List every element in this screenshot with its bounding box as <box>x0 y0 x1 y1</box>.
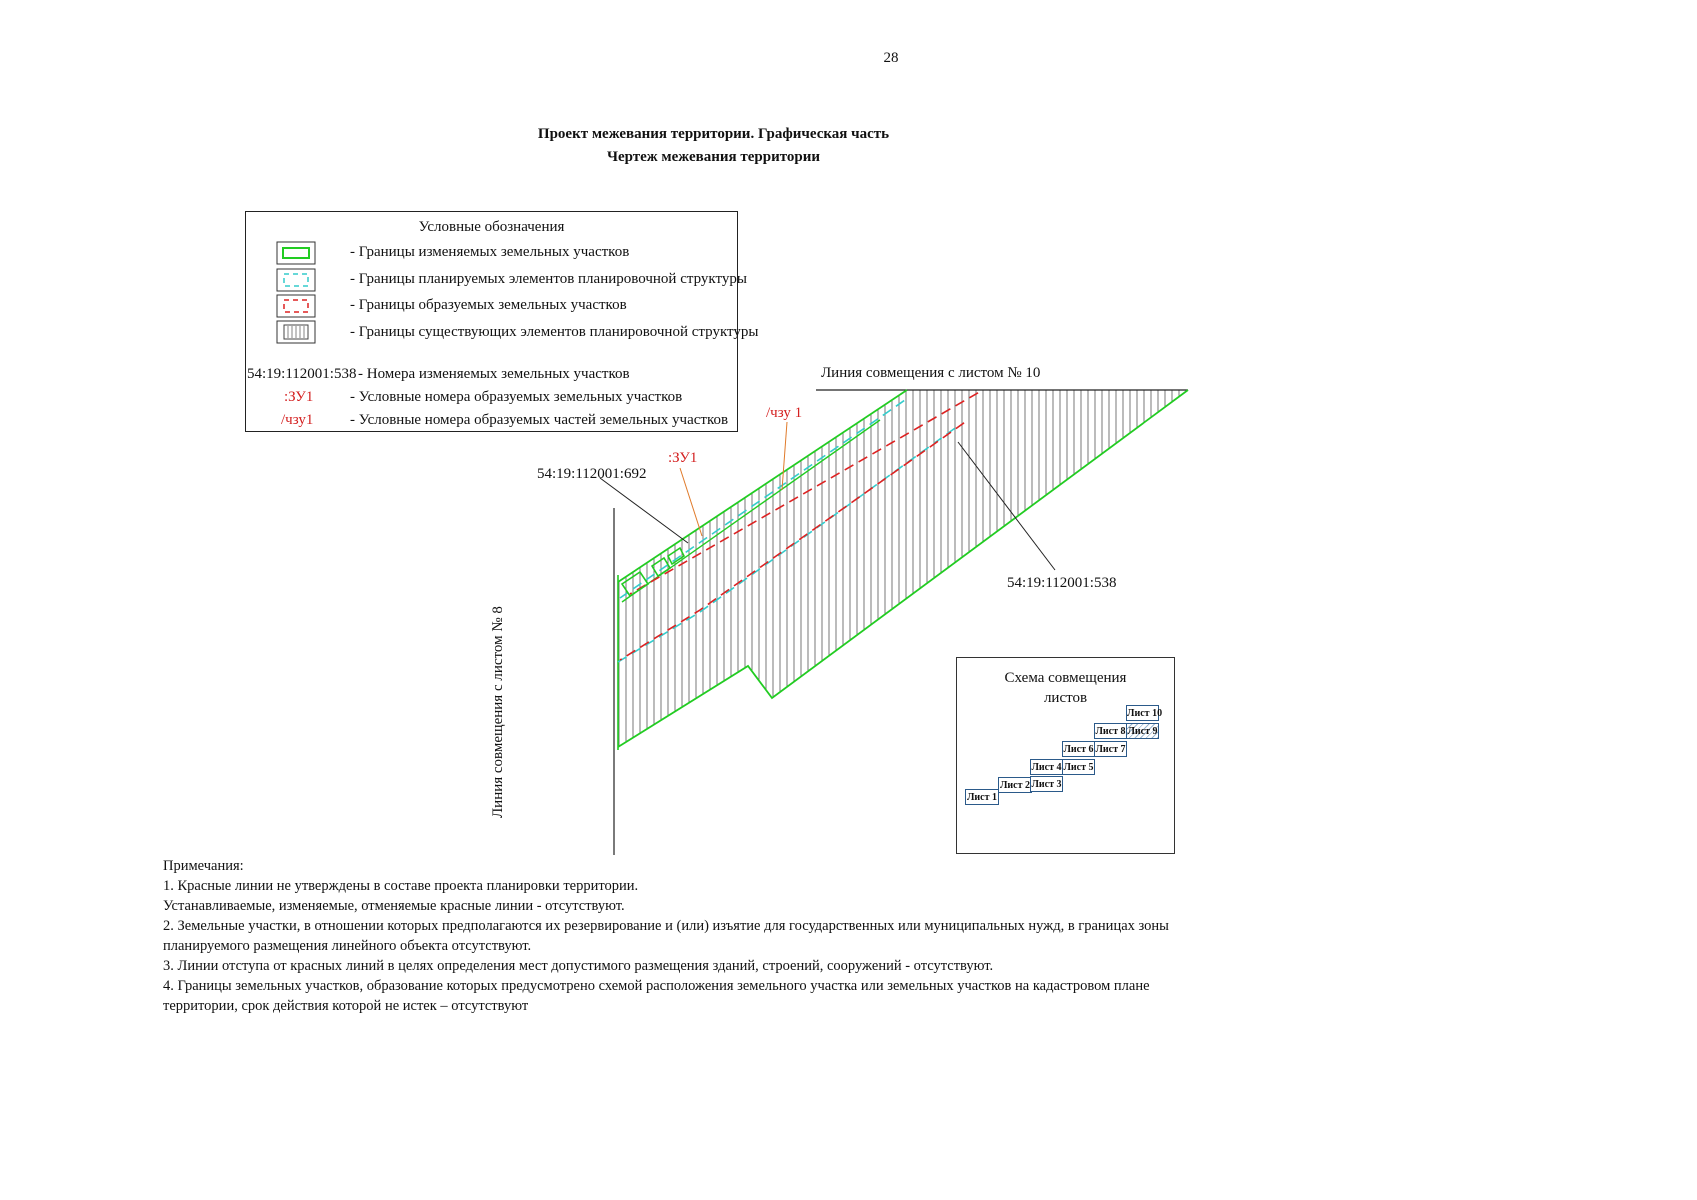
left-combination-label: Линия совмещения с листом № 8 <box>490 606 506 818</box>
sheet-10: Лист 10 <box>1126 705 1159 721</box>
sheet-5: Лист 5 <box>1062 759 1095 775</box>
legend-item-red: - Границы образуемых земельных участков <box>350 297 627 313</box>
legend-code-chzu: /чзу1 <box>281 412 314 428</box>
sheet-4: Лист 4 <box>1030 759 1063 775</box>
legend-title: Условные обозначения <box>418 219 565 235</box>
legend-code-zu: :ЗУ1 <box>284 389 314 405</box>
notes-heading: Примечания: <box>163 858 244 874</box>
notes-section <box>163 856 1223 1016</box>
label-chzu1: /чзу 1 <box>766 405 803 421</box>
sheet-3: Лист 3 <box>1030 776 1063 792</box>
sheet-2: Лист 2 <box>998 777 1032 793</box>
note-1b: Устанавливаемые, изменяемые, отменяемые красные линии - отсутствуют. <box>163 898 625 914</box>
parcel-label-538: 54:19:112001:538 <box>1007 575 1117 591</box>
drawing-subtitle: Чертеж межевания территории <box>606 149 821 165</box>
legend-item-green: - Границы изменяемых земельных участков <box>350 244 630 260</box>
page-number: 28 <box>883 50 899 66</box>
sheet-1: Лист 1 <box>965 789 999 805</box>
sheet-9: Лист 9 <box>1126 723 1159 739</box>
leader-zu1 <box>680 468 702 536</box>
sheet-8: Лист 8 <box>1094 723 1127 739</box>
legend-code-parcel-text: - Номера изменяемых земельных участков <box>358 366 630 382</box>
label-zu1: :ЗУ1 <box>668 450 698 466</box>
document-title: Проект межевания территории. Графическая часть <box>537 126 890 142</box>
legend-item-existing: - Границы существующих элементов планировочной структуры <box>350 324 759 340</box>
note-1: 1. Красные линии не утверждены в составе проекта планировки территории. <box>163 878 639 894</box>
note-3: 3. Линии отступа от красных линий в целях определения мест допустимого размещения зданий, строений, сооружений - отсутствуют. <box>163 958 994 974</box>
sheet-7: Лист 7 <box>1094 741 1127 757</box>
top-combination-label: Линия совмещения с листом № 10 <box>821 365 1041 381</box>
parcel-label-692: 54:19:112001:692 <box>537 466 647 482</box>
legend-code-zu-text: - Условные номера образуемых земельных участков <box>350 389 683 405</box>
sheet-scheme-title: Схема совмещения листов <box>1004 670 1127 706</box>
legend-code-chzu-text: - Условные номера образуемых частей земельных участков <box>350 412 729 428</box>
sheet-6: Лист 6 <box>1062 741 1095 757</box>
legend-item-cyan: - Границы планируемых элементов планировочной структуры <box>350 271 747 287</box>
legend-code-parcel: 54:19:112001:538 <box>247 366 357 382</box>
note-4: 4. Границы земельных участков, образование которых предусмотрено схемой расположения земельного участка или земельных участков на кадастровом плане территории, срок действия которой не истек – отсутствуют <box>163 978 1150 1014</box>
leader-692 <box>600 478 688 543</box>
note-2: 2. Земельные участки, в отношении которых предполагаются их резервирование и (или) изъятие для государственных или муниципальных нужд, в границах зоны планируемого размещения линейного объекта отсутствуют. <box>163 918 1169 954</box>
